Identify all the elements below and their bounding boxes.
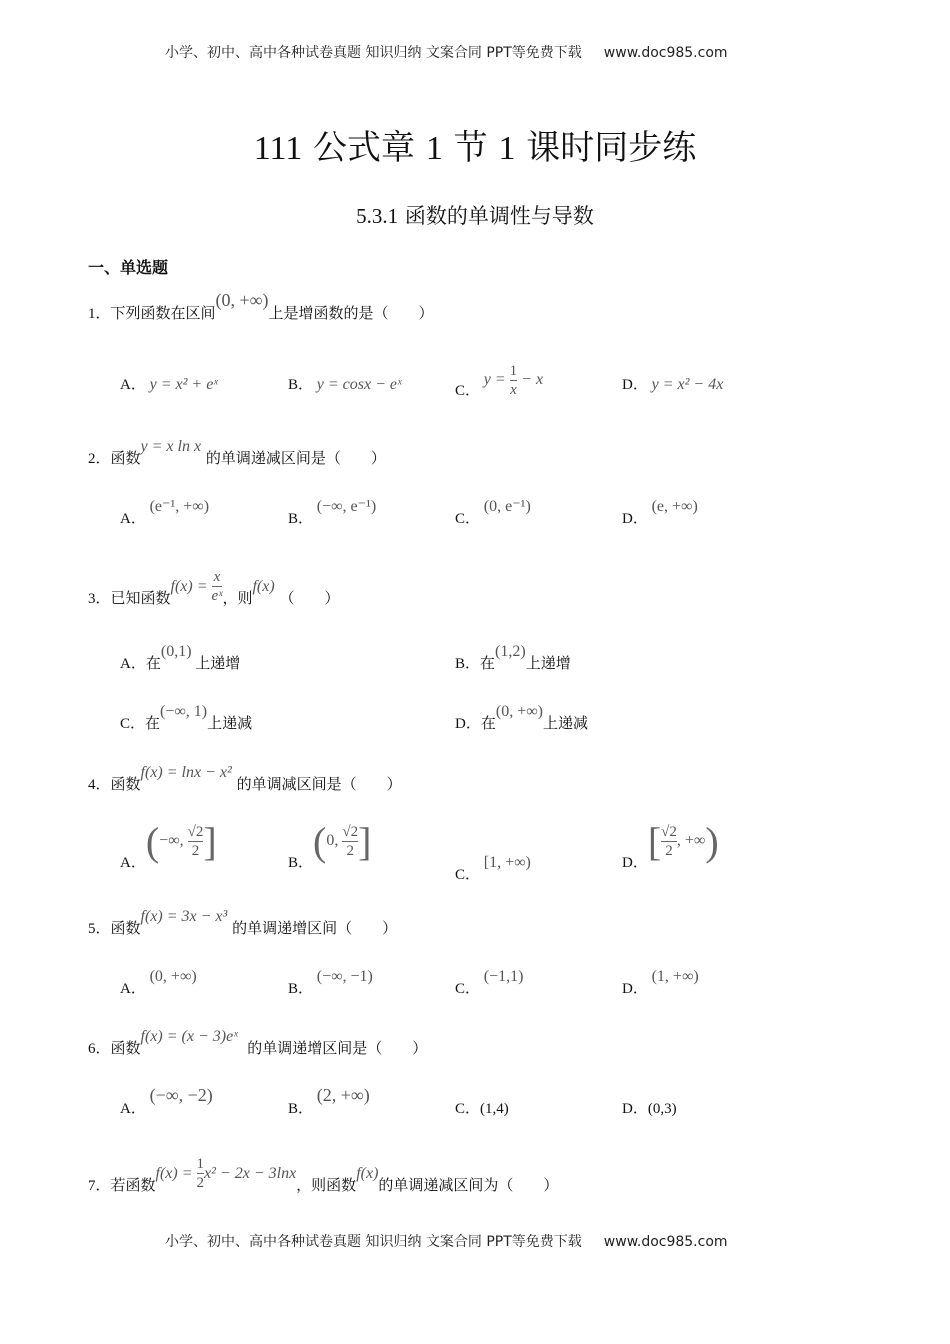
option-value: (1,2) <box>495 643 526 660</box>
option-text: 上递减 <box>207 714 253 732</box>
option-6b[interactable] <box>288 1085 370 1118</box>
option-label: D． <box>622 981 648 997</box>
option-label: C． <box>455 1101 481 1117</box>
page-subtitle <box>0 200 950 230</box>
option-label: D． <box>622 854 648 871</box>
option-label: B． <box>288 1101 314 1117</box>
option-label: C． <box>455 382 481 399</box>
question-3 <box>88 568 339 605</box>
option-value: (0,3) <box>647 1101 677 1117</box>
option-5d[interactable] <box>622 968 699 998</box>
fraction-denominator: 2 <box>346 843 354 859</box>
fraction <box>212 568 223 605</box>
option-5b[interactable] <box>288 968 373 998</box>
option-1a[interactable] <box>120 373 218 394</box>
option-text: 在 <box>145 654 161 672</box>
question-number: 4． <box>88 777 111 793</box>
option-1d[interactable] <box>622 373 723 394</box>
option-label: C． <box>455 867 481 883</box>
option-6c[interactable] <box>455 1097 509 1118</box>
section-heading: 一、单选题 <box>88 258 169 277</box>
option-text: 上递减 <box>542 714 588 732</box>
option-value: y = cosx − eˣ <box>316 376 402 393</box>
option-value: (−∞, 1) <box>160 703 208 720</box>
bracket: ( <box>313 819 327 864</box>
option-label: B． <box>288 981 314 997</box>
option-1c[interactable] <box>455 362 543 399</box>
option-6a[interactable] <box>120 1085 213 1118</box>
option-text: 上递增 <box>195 654 241 672</box>
fraction-denominator: x <box>510 382 517 398</box>
interval-start: 0, <box>326 831 343 849</box>
option-text: 在 <box>145 714 161 732</box>
title-part: 课时同步练 <box>515 128 697 168</box>
option-value: (0, +∞) <box>149 968 197 985</box>
option-5a[interactable] <box>120 968 197 998</box>
question-number: 5． <box>88 921 111 937</box>
page-footer <box>165 1231 728 1251</box>
option-2a[interactable] <box>120 498 210 528</box>
question-text: 函数 <box>110 449 141 467</box>
bracket: ] <box>358 819 372 864</box>
option-value: (e, +∞) <box>651 498 698 515</box>
question-text: 若函数 <box>110 1176 156 1194</box>
bracket: ( <box>145 819 160 864</box>
question-6 <box>88 1028 428 1058</box>
question-number: 1． <box>88 306 111 322</box>
question-text: 的单调递增区间是（ ） <box>247 1039 428 1057</box>
option-label: C． <box>455 511 481 527</box>
option-value: (1, +∞) <box>651 968 699 985</box>
option-value: (e⁻¹, +∞) <box>149 498 210 515</box>
option-value: (−∞, −1) <box>316 968 373 985</box>
question-text: 下列函数在区间 <box>110 304 216 322</box>
question-text: 函数 <box>110 1039 141 1057</box>
option-2c[interactable] <box>455 498 531 528</box>
question-text: ，则 <box>222 589 253 607</box>
question-text: （ ） <box>279 589 340 607</box>
option-1b[interactable] <box>288 373 402 394</box>
option-value: [1, +∞) <box>483 854 531 871</box>
option-value: (0,1) <box>160 643 192 660</box>
question-text: 的单调递减区间是（ ） <box>205 449 386 467</box>
fraction-numerator: x <box>213 569 221 585</box>
math-expression: f(x) <box>356 1165 379 1182</box>
option-6d[interactable] <box>622 1097 677 1118</box>
option-label: A． <box>120 854 146 871</box>
option-value: (2, +∞) <box>316 1085 370 1105</box>
option-value: (−∞, e⁻¹) <box>316 498 377 515</box>
math-lhs: f(x) = <box>155 1165 197 1182</box>
header-url[interactable]: www.doc985.com <box>603 45 728 61</box>
fraction-denominator: eˣ <box>211 588 223 604</box>
question-text: 的单调递减区间为（ ） <box>378 1176 559 1194</box>
option-value: (1,4) <box>480 1101 509 1117</box>
option-label: C． <box>120 716 146 732</box>
fraction-numerator: √2 <box>342 824 359 840</box>
title-part: 公式章 <box>302 128 426 168</box>
option-label: B． <box>288 511 314 527</box>
fraction-numerator: 1 <box>196 1156 205 1172</box>
page-title <box>0 120 950 169</box>
option-label: A． <box>120 656 146 672</box>
title-part: 1 <box>425 130 443 167</box>
option-text: 上递增 <box>525 654 571 672</box>
fraction-numerator: 1 <box>509 363 518 379</box>
math-rhs: x² − 2x − 3lnx <box>204 1165 297 1182</box>
fraction <box>197 1155 205 1192</box>
footer-url[interactable]: www.doc985.com <box>603 1234 728 1250</box>
option-label: B． <box>455 656 481 672</box>
title-part: 1 <box>498 130 516 167</box>
page-header <box>165 42 728 62</box>
option-3b[interactable] <box>455 643 571 673</box>
question-number: 3． <box>88 591 111 607</box>
question-text: 的单调减区间是（ ） <box>236 775 402 793</box>
question-text: 已知函数 <box>110 589 171 607</box>
question-number: 2． <box>88 451 111 467</box>
question-number: 6． <box>88 1041 111 1057</box>
question-1 <box>88 290 434 323</box>
math-expression: y = x ln x <box>140 438 202 455</box>
option-value: (−∞, −2) <box>149 1085 213 1105</box>
option-3d[interactable] <box>455 703 588 733</box>
subtitle-number: 5.3.1 <box>356 204 399 228</box>
math-expression: f(x) = (x − 3)eˣ <box>140 1028 238 1045</box>
question-number: 7． <box>88 1178 111 1194</box>
fraction-numerator: √2 <box>187 824 204 840</box>
title-part: 111 <box>253 130 303 167</box>
option-5c[interactable] <box>455 968 524 998</box>
header-text: 小学、初中、高中各种试卷真题 知识归纳 文案合同 PPT等免费下载 <box>165 45 582 61</box>
option-2b[interactable] <box>288 498 377 528</box>
option-4c[interactable] <box>455 854 531 884</box>
title-part: 节 <box>442 128 499 168</box>
option-value: (0, +∞) <box>495 703 543 720</box>
option-value: (−1,1) <box>483 968 524 985</box>
option-4b[interactable] <box>288 818 372 871</box>
math-expression: f(x) = 3x − x³ <box>140 908 228 925</box>
question-7 <box>88 1155 558 1192</box>
option-text: 在 <box>480 714 496 732</box>
option-label: D． <box>622 1101 648 1117</box>
interval-end: , +∞ <box>676 831 706 849</box>
fraction-numerator: √2 <box>661 824 677 840</box>
option-label: D． <box>622 377 648 393</box>
math-expression: (0, +∞) <box>215 290 269 310</box>
option-value: y = x² − 4x <box>651 376 724 393</box>
question-2 <box>88 438 386 468</box>
bracket: ] <box>203 819 217 864</box>
footer-text: 小学、初中、高中各种试卷真题 知识归纳 文案合同 PPT等免费下载 <box>165 1234 582 1250</box>
option-label: A． <box>120 981 146 997</box>
question-text: 上是增函数的是（ ） <box>268 304 434 322</box>
option-value: (0, e⁻¹) <box>483 498 531 515</box>
math-lhs: f(x) = <box>170 578 212 595</box>
subtitle-text: 函数的单调性与导数 <box>398 204 594 228</box>
option-text: 在 <box>480 654 496 672</box>
fraction <box>188 823 204 860</box>
option-label: B． <box>288 854 314 871</box>
fraction-denominator: 2 <box>191 843 200 859</box>
option-label: B． <box>288 377 314 393</box>
option-value: y = x² + eˣ <box>149 376 218 393</box>
option-4d[interactable] <box>622 818 719 871</box>
option-label: D． <box>455 716 481 732</box>
interval-start: −∞, <box>159 831 188 849</box>
math-expression: f(x) = lnx − x² <box>140 764 232 781</box>
math-expression: f(x) <box>252 578 275 595</box>
question-5 <box>88 908 398 938</box>
option-label: C． <box>455 981 481 997</box>
fraction <box>342 823 358 860</box>
fraction-denominator: 2 <box>196 1175 205 1191</box>
option-3a[interactable] <box>120 643 241 673</box>
option-label: A． <box>120 1101 146 1117</box>
question-4 <box>88 764 402 794</box>
option-3c[interactable] <box>120 703 253 733</box>
option-label: A． <box>120 377 146 393</box>
bracket: [ <box>647 819 662 864</box>
option-label: D． <box>622 511 648 527</box>
math-rhs: − x <box>517 370 544 388</box>
bracket: ) <box>705 819 719 864</box>
option-4a[interactable] <box>120 818 217 871</box>
question-text: ，则函数 <box>296 1176 357 1194</box>
question-text: 的单调递增区间（ ） <box>232 919 398 937</box>
math-lhs: y = <box>483 370 510 388</box>
option-label: A． <box>120 511 146 527</box>
option-2d[interactable] <box>622 498 698 528</box>
question-text: 函数 <box>110 775 141 793</box>
question-text: 函数 <box>110 919 141 937</box>
fraction <box>661 823 677 860</box>
fraction-denominator: 2 <box>665 843 673 859</box>
